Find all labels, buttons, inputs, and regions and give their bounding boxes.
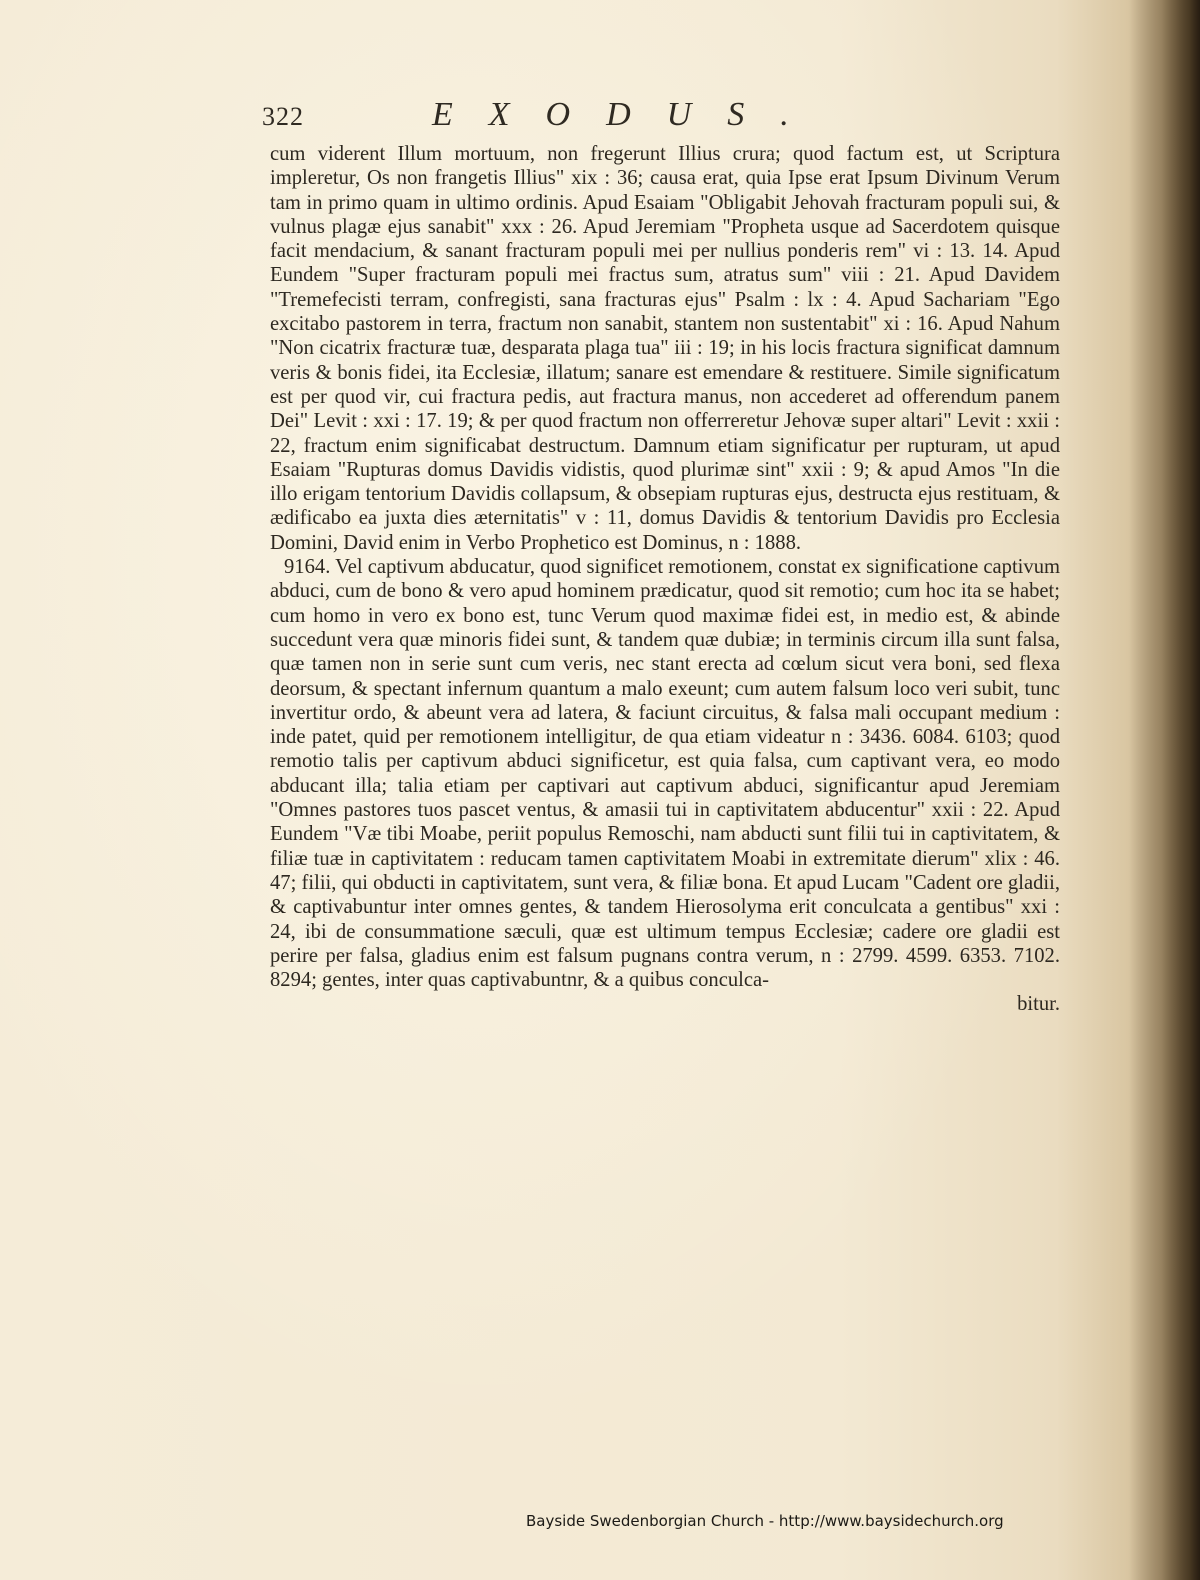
running-title: EXODUS. <box>432 96 825 133</box>
catchword: bitur. <box>1017 993 1060 1016</box>
paragraph-continuation: cum viderent Illum mortuum, non fregerunt Illius crura; quod factum est, ut Scriptura impleretur, Os non frangetis Illius" xix : 36; causa erat, quia Ipse erat Ipsum Divinum Verum tam in primo quam in ultimo ordinis. Apud Esaiam "Obligabit Jehovah fracturam populi sui, & vulnus plagæ ejus sanabit" xxx : 26. Apud Jeremiam "Propheta usque ad Sacerdotem quisque facit mendacium, & sanant fracturam populi mei per nullius ponderis rem" vi : 13. 14. Apud Eundem "Super fracturam populi mei fractus sum, atratus sum" viii : 21. Apud Davidem "Tremefecisti terram, confregisti, sana fracturas ejus" Psalm : lx : 4. Apud Sachariam "Ego excitabo pastorem in terra, fractum non sanabit, stantem non sustentabit" xi : 16. Apud Nahum "Non cicatrix fracturæ tuæ, desparata plaga tua" iii : 19; in his locis fractura significat damnum veris & bonis fidei, ita Ecclesiæ, illatum; sanare est emendare & restituere. Simile significatum est per quod vir, cui fractura pedis, aut fractura manus, non accederet ad offerendum panem Dei" Levit : xxi : 17. 19; & per quod fractum non offerreretur Jehovæ super altari" Levit : xxii : 22, fractum enim significabat destructum. Damnum etiam significatur per rupturam, ut apud Esaiam "Rupturas domus Davidis vidistis, quod plurimæ sint" xxii : 9; & apud Amos "In die illo erigam tentorium Davidis collapsum, & obsepiam rupturas ejus, destructa ejus restituam, & ædificabo ea juxta dies æternitatis" v : 11, domus Davidis & tentorium Davidis pro Ecclesia Domini, David enim in Verbo Prophetico est Dominus, n : 1888. <box>270 143 1060 554</box>
page-header <box>262 96 902 136</box>
main-text <box>270 142 1060 1017</box>
paragraph-9164: 9164. Vel captivum abducatur, quod significet remotionem, constat ex significatione captivum abduci, cum de bono & vero apud hominem prædicatur, quod sit remotio; cum hoc ita se habet; cum homo in vero ex bono est, tunc Verum quod maximæ fidei est, in medio est, & abinde succedunt vera quæ minoris fidei sunt, & tandem quæ dubiæ; in terminis circum illa sunt falsa, quæ tamen non in serie sunt cum veris, nec stant erecta ad cœlum sicut vera boni, sed flexa deorsum, & spectant infernum quantum a malo exeunt; cum autem falsum loco veri subit, tunc invertitur ordo, & abeunt vera ad latera, & faciunt circuitus, & falsa mali occupant medium : inde patet, quid per remotionem intelligitur, de qua etiam videatur n : 3436. 6084. 6103; quod remotio talis per captivum abduci significetur, est quia falsa, cum captivant vera, eo modo abducant illa; talia etiam per captivari aut captivum abduci, significantur apud Jeremiam "Omnes pastores tuos pascet ventus, & amasii tui in captivitatem abducentur" xxii : 22. Apud Eundem "Væ tibi Moabe, periit populus Remoschi, nam abducti sunt filii tui in captivitatem, & filiæ tuæ in captivitatem : reducam tamen captivitatem Moabi in extremitate dierum" xlix : 46. 47; filii, qui obducti in captivitatem, sunt vera, & filiæ bona. Et apud Lucam "Cadent ore gladii, & captivabuntur inter omnes gentes, & tandem Hierosolyma erit conculcata a gentibus" xxi : 24, ibi de consummatione sæculi, quæ est ultimum tempus Ecclesiæ; cadere ore gladii est perire per falsa, gladius enim est falsum pugnans contra verum, n : 2799. 4599. 6353. 7102. 8294; gentes, inter quas captivabuntnr, & a quibus conculca- <box>270 556 1061 992</box>
spine-shadow <box>1130 0 1200 1580</box>
page-number: 322 <box>262 102 304 131</box>
footer-watermark: Bayside Swedenborgian Church - http://www.baysidechurch.org <box>526 1512 1004 1530</box>
